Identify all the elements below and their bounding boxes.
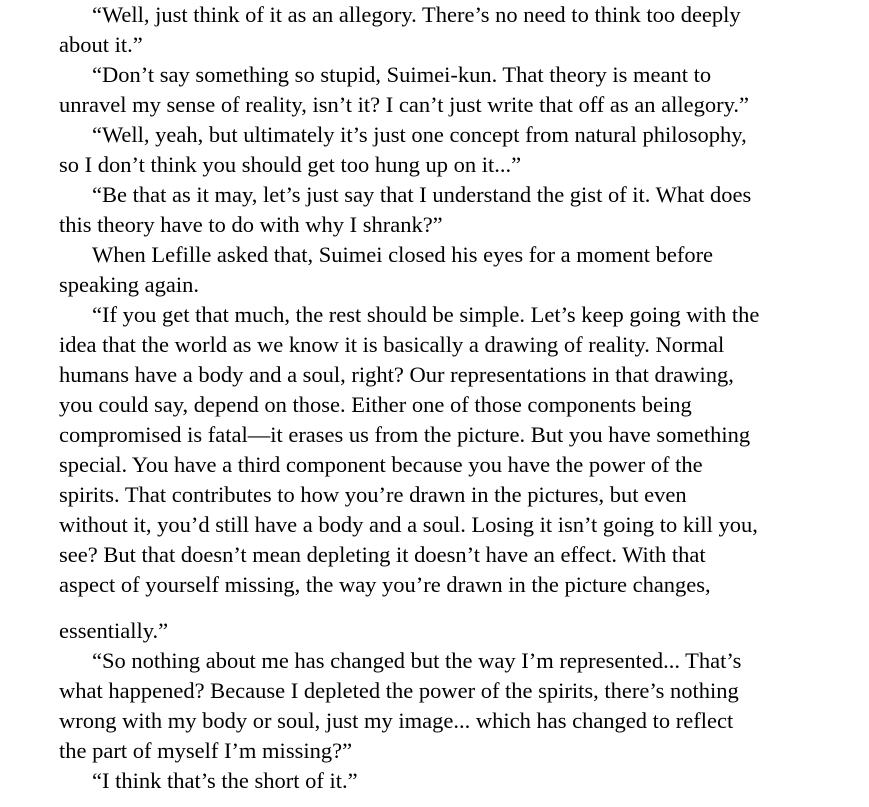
text-line: the part of myself I’m missing?” — [59, 738, 353, 763]
text-line: what happened? Because I depleted the power of the spirits, there’s nothing — [59, 678, 739, 703]
text-line: you could say, depend on those. Either one of those components being — [59, 392, 692, 417]
text-line: “Be that as it may, let’s just say that I understand the gist of it. What does — [92, 182, 752, 207]
text-line: see? But that doesn’t mean depleting it doesn’t have an effect. With that — [59, 542, 706, 567]
text-line: “If you get that much, the rest should be simple. Let’s keep going with the — [92, 302, 760, 327]
text-line: “Well, just think of it as an allegory. There’s no need to think too deeply — [92, 2, 741, 27]
text-line: compromised is fatal—it erases us from the picture. But you have something — [59, 422, 751, 447]
text-line: “Well, yeah, but ultimately it’s just one concept from natural philosophy, — [92, 122, 747, 147]
text-line: wrong with my body or soul, just my image... which has changed to reflect — [59, 708, 734, 733]
text-line: speaking again. — [59, 272, 199, 297]
text-line: aspect of yourself missing, the way you’re drawn in the picture changes, — [59, 572, 711, 597]
text-line: “Don’t say something so stupid, Suimei-kun. That theory is meant to — [92, 62, 712, 87]
text-line: “So nothing about me has changed but the way I’m represented... That’s — [92, 648, 742, 673]
text-line: humans have a body and a soul, right? Our representations in that drawing, — [59, 362, 734, 387]
text-line: about it.” — [59, 32, 143, 57]
text-line: without it, you’d still have a body and a soul. Losing it isn’t going to kill you, — [59, 512, 758, 537]
text-line: “I think that’s the short of it.” — [92, 768, 358, 793]
text-line: essentially.” — [59, 618, 169, 643]
text-line: spirits. That contributes to how you’re drawn in the pictures, but even — [59, 482, 687, 507]
text-line: so I don’t think you should get too hung up on it...” — [59, 152, 522, 177]
text-line: unravel my sense of reality, isn’t it? I can’t just write that off as an allegory.” — [59, 92, 749, 117]
text-line: idea that the world as we know it is basically a drawing of reality. Normal — [59, 332, 725, 357]
text-line: this theory have to do with why I shrank?” — [59, 212, 443, 237]
text-line: special. You have a third component because you have the power of the — [59, 452, 703, 477]
text-line: When Lefille asked that, Suimei closed his eyes for a moment before — [92, 242, 714, 267]
